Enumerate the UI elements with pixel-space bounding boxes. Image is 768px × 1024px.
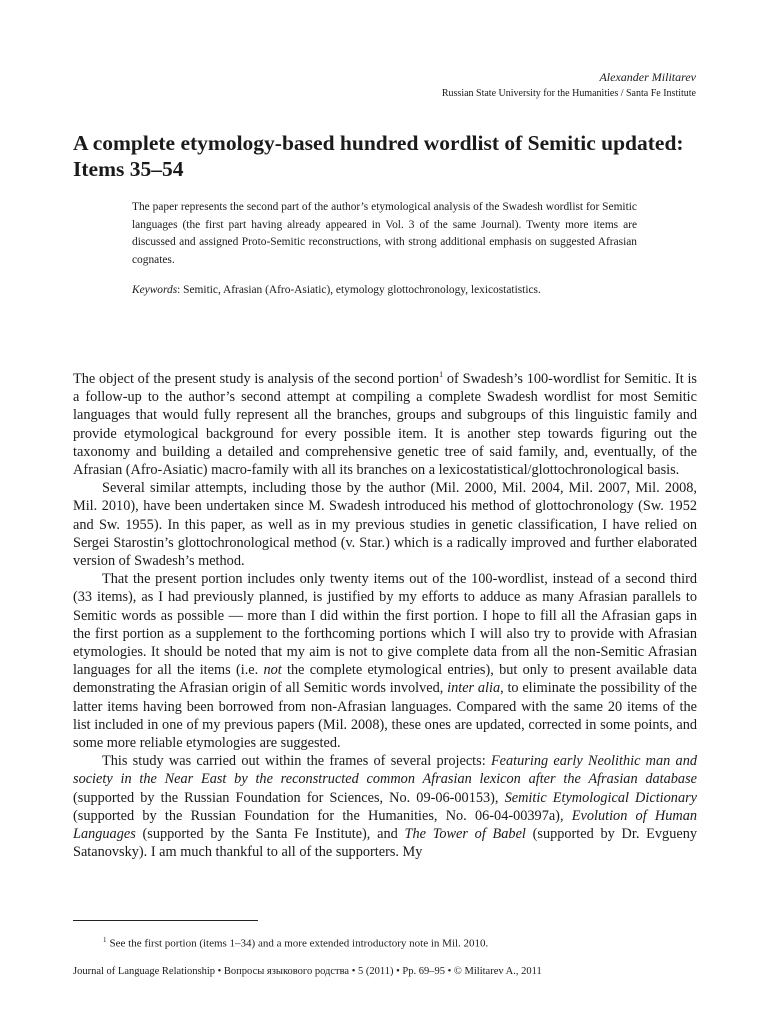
keywords-text: : Semitic, Afrasian (Afro-Asiatic), etymology glottochronology, lexicostatistics. bbox=[177, 284, 541, 296]
paragraph-4-text-a: This study was carried out within the frames of several projects: bbox=[102, 753, 491, 770]
paragraph-4-text-d: (supported by the Santa Fe Institute), and bbox=[135, 826, 405, 843]
footnote bbox=[103, 933, 703, 951]
paragraph-2: Several similar attempts, including those by the author (Mil. 2000, Mil. 2004, Mil. 2007, Mil. 2008, Mil. 2010), have been undertaken since M. Swadesh introduced his method of glottochronology (Sw. 1952 and Sw. 1955). In this paper, as well as in my previous studies in genetic classification, I have relied on Sergei Starostin’s glottochronological method (v. Star.) which is a radically improved and further elaborated version of Swadesh’s method. bbox=[73, 480, 697, 570]
paragraph-3-emphasis-not: not bbox=[263, 662, 282, 679]
abstract: The paper represents the second part of the author’s etymological analysis of the Swadesh wordlist for Semitic languages (the first part having already appeared in Vol. 3 of the same Journal). Twenty more items are discussed and assigned Proto-Semitic reconstructions, with strong additional emphasis on suggested Afrasian cognates. bbox=[132, 201, 637, 266]
paragraph-4 bbox=[73, 752, 697, 861]
title-line-2: Items 35–54 bbox=[73, 157, 184, 181]
paper-title bbox=[73, 130, 703, 182]
paragraph-3-text-c: , to eliminate the possibility of the latter items having been borrowed from non-Afrasian languages. Compared with the same 20 items of the list included in one of my previous papers (Mil. 2008), these ones are updated, corrected in some points, and some more reliable etymologies are suggested. bbox=[73, 680, 697, 752]
author-name: Alexander Militarev bbox=[599, 70, 696, 84]
project-title-evolution: Evolution of Human Languages bbox=[73, 807, 697, 843]
project-title-neolithic: Featuring early Neolithic man and society in the Near East by the reconstructed common Afrasian lexicon after the Afrasian database bbox=[73, 753, 697, 788]
author-affiliation: Russian State University for the Humanities / Santa Fe Institute bbox=[441, 88, 696, 99]
body-text bbox=[73, 370, 697, 861]
paragraph-3-text-b: the complete etymological entries), but only to present available data demonstrating the Afrasian origin of all Semitic words involved, bbox=[73, 662, 697, 697]
keywords-label: Keywords bbox=[132, 284, 178, 296]
paragraph-3 bbox=[73, 570, 697, 752]
footnote-marker: 1 bbox=[103, 936, 107, 944]
footnote-divider bbox=[73, 920, 258, 921]
paragraph-1-text-b: of Swadesh’s 100-wordlist for Semitic. It is a follow-up to the author’s second attempt at compiling a complete Swadesh wordlist for most Semitic languages that would fully represent all the branches, groups and subgroups of this linguistic family and provide etymological background for every possible item. It is another step towards figuring out the taxonomy and building a detailed and comprehensive genetic tree of said family, and, eventually, of the Afrasian (Afro-Asiatic) macro-family with all its branches on a lexicostatistical/glottochronological basis. bbox=[73, 371, 697, 479]
paragraph-1 bbox=[73, 370, 697, 479]
paragraph-3-emphasis-inter-alia: inter alia bbox=[447, 680, 501, 697]
keywords bbox=[132, 282, 637, 300]
project-title-tower-of-babel: The Tower of Babel bbox=[404, 826, 526, 843]
journal-citation-line: Journal of Language Relationship • Вопросы языкового родства • 5 (2011) • Pp. 69–95 • © Militarev A., 2011 bbox=[73, 966, 542, 977]
paragraph-4-text-b: (supported by the Russian Foundation for Sciences, No. 09-06-00153), bbox=[73, 789, 505, 806]
footnote-text: See the first portion (items 1–34) and a more extended introductory note in Mil. 2010. bbox=[109, 937, 489, 950]
paragraph-3-text-a: That the present portion includes only twenty items out of the 100-wordlist, instead of a second third (33 items), as I had previously planned, is justified by my efforts to adduce as many Afrasian parallels to Semitic words as possible — more than I did within the first portion. I hope to fill all the Afrasian gaps in the first portion as a supplement to the forthcoming portions which I will also try to provide with Afrasian etymologies. It should be noted that my aim is not to give complete data from all the non-Semitic Afrasian languages for all the items (i.e. bbox=[73, 571, 697, 679]
paragraph-1-text-a: The object of the present study is analysis of the second portion bbox=[73, 371, 440, 387]
title-line-1: A complete etymology-based hundred wordlist of Semitic updated: bbox=[73, 131, 684, 155]
project-title-semitic-dictionary: Semitic Etymological Dictionary bbox=[504, 789, 697, 806]
author-block bbox=[442, 70, 696, 100]
paragraph-4-text-e: (supported by Dr. Evgueny Satanovsky). I am much thankful to all of the supporters. My bbox=[73, 826, 697, 861]
paragraph-4-text-c: (supported by the Russian Foundation for the Humanities, No. 06-04-00397a), bbox=[73, 807, 572, 824]
footnote-ref: 1 bbox=[439, 370, 444, 380]
